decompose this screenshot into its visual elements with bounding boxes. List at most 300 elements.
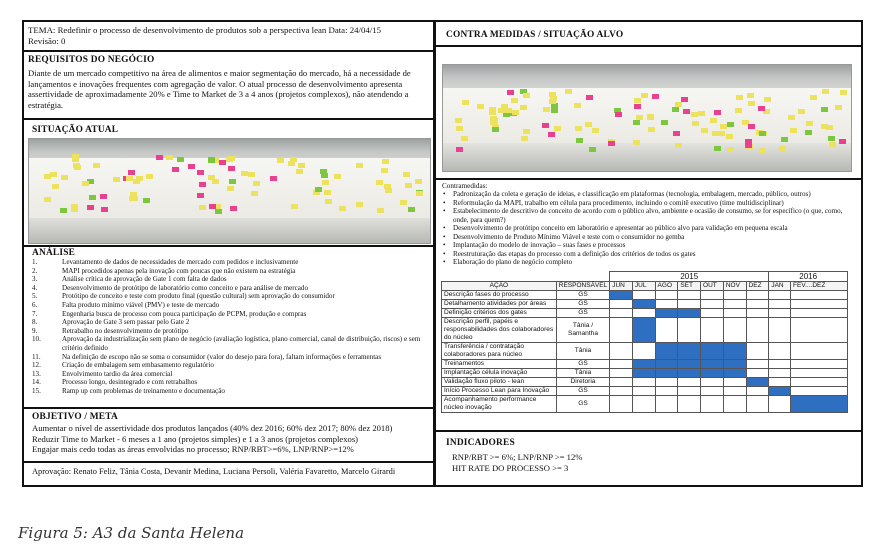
- sticky-note: [586, 95, 593, 100]
- objetivo-line: Engajar mais cedo todas as áreas envolvidas no processo; RNP/RBT>=6%, LNP/RNP>=12%: [32, 444, 354, 455]
- sticky-note: [821, 107, 828, 112]
- analise-item: [32, 361, 430, 370]
- sticky-note: [828, 136, 835, 141]
- analise-item-number: 6.: [32, 300, 38, 309]
- figure-caption: Figura 5: A3 da Santa Helena: [18, 524, 245, 542]
- sticky-note: [376, 180, 383, 185]
- sticky-note: [835, 105, 842, 110]
- sticky-note: [356, 163, 363, 168]
- gantt-empty-cell: [655, 291, 678, 300]
- sticky-note: [241, 171, 248, 176]
- gantt-acao: Descrição fases do processo: [442, 291, 557, 300]
- analise-item: [32, 387, 430, 396]
- gantt-empty-cell: [746, 318, 769, 343]
- analise-item-text: Aprovação da industrialização sem plano de negócio (avaliação logística, plano comercial, canal de distribuição, riscos) e sem critério definido: [62, 335, 421, 352]
- analise-item-number: 3.: [32, 275, 38, 284]
- gantt-row: [442, 396, 848, 413]
- situacao-alvo-photo: [442, 64, 852, 172]
- gantt-acao: Definição critérios dos gates: [442, 309, 557, 318]
- sticky-note: [648, 127, 655, 132]
- sticky-note: [253, 181, 260, 186]
- sticky-note: [698, 111, 705, 116]
- gantt-responsavel: GS: [556, 387, 609, 396]
- gantt-empty-cell: [746, 360, 769, 369]
- sticky-note: [128, 170, 135, 175]
- sticky-note: [592, 128, 599, 133]
- sticky-note: [60, 208, 67, 213]
- gantt-acao: Implantação célula inovação: [442, 369, 557, 378]
- sticky-note: [548, 132, 555, 137]
- sticky-note: [219, 160, 226, 165]
- gantt-responsavel: Diretoria: [556, 378, 609, 387]
- gantt-bar-cell: [701, 343, 724, 360]
- analise-item: [32, 370, 430, 379]
- gantt-body: [442, 291, 848, 413]
- analise-item-text: Criação de embalagem sem embasamento regulatório: [62, 361, 214, 370]
- sticky-note: [805, 130, 812, 135]
- gantt-empty-cell: [632, 343, 655, 360]
- gantt-empty-cell: [701, 387, 724, 396]
- gantt-bar-cell: [632, 318, 655, 343]
- gantt-bar-cell: [701, 360, 724, 369]
- sticky-note: [377, 208, 384, 213]
- sticky-note: [461, 136, 468, 141]
- sticky-note: [382, 159, 389, 164]
- sticky-note: [101, 207, 108, 212]
- sticky-note: [551, 108, 558, 113]
- gantt-empty-cell: [610, 369, 633, 378]
- analise-item: [32, 292, 430, 301]
- sticky-note: [87, 205, 94, 210]
- gantt-bar-cell: [655, 369, 678, 378]
- sticky-note: [199, 205, 206, 210]
- analise-item-text: Processo longo, desintegrado e com retrabalhos: [62, 378, 198, 387]
- contramedida-item: • Reformulação da MAPI, trabalho em célula para procedimento, incluindo o comitê executivo (time multidisciplinar): [442, 199, 858, 208]
- sticky-note: [416, 191, 423, 196]
- sticky-note: [462, 100, 469, 105]
- sticky-note: [735, 108, 742, 113]
- sticky-note: [505, 108, 512, 113]
- gantt-row: [442, 360, 848, 369]
- gantt-empty-cell: [791, 369, 848, 378]
- gantt-bar-cell: [632, 300, 655, 309]
- sticky-note: [726, 134, 733, 139]
- sticky-note: [523, 93, 530, 98]
- sticky-note: [636, 115, 643, 120]
- gantt-acao: Início Processo Lean para Inovação: [442, 387, 557, 396]
- gantt-empty-cell: [678, 291, 701, 300]
- month-jun: JUN: [610, 282, 633, 291]
- gantt-responsavel: GS: [556, 396, 609, 413]
- sticky-note: [727, 122, 734, 127]
- sticky-note: [647, 115, 654, 120]
- gantt-empty-cell: [655, 378, 678, 387]
- sticky-note: [455, 118, 462, 123]
- sticky-note: [691, 112, 698, 117]
- gantt-row: [442, 387, 848, 396]
- sticky-note: [633, 120, 640, 125]
- sticky-note: [324, 190, 331, 195]
- gantt-empty-cell: [701, 291, 724, 300]
- analise-item: [32, 378, 430, 387]
- sticky-note: [759, 131, 766, 136]
- gantt-empty-cell: [723, 300, 746, 309]
- gantt-empty-cell: [723, 291, 746, 300]
- analise-item-text: Falta produto mínimo viável (PMV) e teste de mercado: [62, 300, 220, 309]
- gantt-empty-cell: [678, 318, 701, 343]
- month-set: SET: [678, 282, 701, 291]
- sticky-note: [477, 104, 484, 109]
- analise-item-number: 8.: [32, 318, 38, 327]
- gantt-empty-cell: [632, 291, 655, 300]
- gantt-empty-cell: [791, 387, 848, 396]
- gantt-empty-cell: [746, 343, 769, 360]
- sticky-note: [491, 118, 498, 123]
- sticky-note: [745, 143, 752, 148]
- sticky-note: [52, 184, 59, 189]
- gantt-bar-cell: [632, 360, 655, 369]
- sticky-note: [565, 89, 572, 94]
- sticky-note: [683, 109, 690, 114]
- gantt-empty-cell: [723, 378, 746, 387]
- gantt-empty-cell: [610, 318, 633, 343]
- gantt-acao: Treinamentos: [442, 360, 557, 369]
- gantt-empty-cell: [791, 360, 848, 369]
- analise-item-number: 7.: [32, 309, 38, 318]
- month-ago: AGO: [655, 282, 678, 291]
- sticky-note: [520, 105, 527, 110]
- gantt-empty-cell: [610, 396, 633, 413]
- gantt-bar-cell: [632, 369, 655, 378]
- gantt-empty-cell: [723, 318, 746, 343]
- sticky-note: [710, 118, 717, 123]
- gantt-empty-cell: [746, 369, 769, 378]
- sticky-note: [634, 98, 641, 103]
- gantt-bar-cell: [701, 369, 724, 378]
- gantt-empty-cell: [746, 309, 769, 318]
- sticky-note: [542, 123, 549, 128]
- sticky-note: [322, 180, 329, 185]
- contramedida-item: • Desenvolvimento de protótipo conceito em laboratório e apresentar ao público alvo para validação em pequena escala: [442, 224, 858, 233]
- indicador-line: HIT RATE DO PROCESSO >= 3: [452, 463, 569, 473]
- sticky-note: [633, 140, 640, 145]
- situacao-atual-title: SITUAÇÃO ATUAL: [32, 125, 119, 135]
- sticky-note: [156, 155, 163, 160]
- analise-item-text: Engenharia busca de processo com pouca participação de PCPM, produção e compras: [62, 309, 307, 318]
- col-responsavel: RESPONSÁVEL: [556, 282, 609, 291]
- analise-list: [32, 258, 430, 396]
- sticky-note: [197, 170, 204, 175]
- gantt-empty-cell: [701, 300, 724, 309]
- sticky-note: [405, 183, 412, 188]
- analise-item-number: 5.: [32, 292, 38, 301]
- analise-item-number: 13.: [32, 369, 41, 378]
- sticky-note: [408, 207, 415, 212]
- sticky-note: [748, 101, 755, 106]
- sticky-note: [288, 161, 295, 166]
- analise-item: [32, 327, 430, 336]
- aprovacao-line: Aprovação: Renato Feliz, Tânia Costa, Devanir Medina, Luciana Persoli, Valéria Favaretto, Marcelo Girardi: [32, 467, 396, 476]
- sticky-note: [585, 122, 592, 127]
- gantt-empty-cell: [746, 387, 769, 396]
- sticky-note: [74, 165, 81, 170]
- analise-title: ANÁLISE: [32, 248, 76, 258]
- sticky-note: [71, 207, 78, 212]
- month-jul: JUL: [632, 282, 655, 291]
- gantt-header-row: [442, 282, 848, 291]
- requisitos-title: REQUISITOS DO NEGÓCIO: [28, 55, 155, 65]
- sticky-note: [82, 181, 89, 186]
- analise-item-text: MAPI procedidos apenas pela inovação com poucas que não existem na estratégia: [62, 266, 296, 275]
- contramedida-item: • Elaboração do plano de negócio completo: [442, 258, 858, 267]
- month-jan: JAN: [769, 282, 791, 291]
- sticky-note: [829, 142, 836, 147]
- sticky-note: [718, 131, 725, 136]
- gantt-empty-cell: [632, 378, 655, 387]
- analise-item-text: Ramp up com problemas de treinamento e documentação: [62, 386, 225, 395]
- sticky-note: [748, 124, 755, 129]
- analise-item-number: 2.: [32, 266, 38, 275]
- sticky-note: [61, 175, 68, 180]
- gantt-empty-cell: [746, 396, 769, 413]
- rule: [24, 461, 433, 463]
- sticky-note: [215, 209, 222, 214]
- sticky-note: [381, 168, 388, 173]
- gantt-acao: Acompanhamento performance núcleo inovação: [442, 396, 557, 413]
- gantt-acao: Detalhamento atividades por áreas: [442, 300, 557, 309]
- sticky-note: [226, 157, 233, 162]
- gantt-acao: Transferência / contratação colaboradores para núcleo: [442, 343, 557, 360]
- sticky-note: [712, 131, 719, 136]
- indicadores-title: INDICADORES: [446, 438, 515, 448]
- gantt-empty-cell: [678, 378, 701, 387]
- sticky-note: [575, 126, 582, 131]
- sticky-note: [661, 120, 668, 125]
- sticky-note: [615, 112, 622, 117]
- sticky-note: [608, 141, 615, 146]
- gantt-empty-cell: [610, 387, 633, 396]
- sticky-note: [641, 93, 648, 98]
- sticky-note: [136, 176, 143, 181]
- sticky-note: [634, 104, 641, 109]
- sticky-note: [50, 172, 57, 177]
- gantt-row: [442, 378, 848, 387]
- sticky-note: [692, 121, 699, 126]
- gantt-responsavel: GS: [556, 291, 609, 300]
- sticky-note: [456, 126, 463, 131]
- gantt-responsavel: GS: [556, 309, 609, 318]
- analise-item-text: Análise crítica de aprovação de Gate 1 com falta de dados: [62, 275, 227, 284]
- gantt-empty-cell: [769, 291, 791, 300]
- gantt-year-row: [442, 272, 848, 282]
- gantt-empty-cell: [610, 309, 633, 318]
- sticky-note: [208, 157, 215, 162]
- gantt-empty-cell: [791, 343, 848, 360]
- sticky-note: [228, 166, 235, 171]
- month-dez: DEZ: [746, 282, 769, 291]
- contramedida-item: • Desenvolvimento de Produto Mínimo Viável e teste com o consumidor no gemba: [442, 233, 858, 242]
- gantt-bar-cell: [678, 309, 701, 318]
- gantt-empty-cell: [769, 396, 791, 413]
- sticky-note: [798, 109, 805, 114]
- sticky-note: [790, 128, 797, 133]
- gantt-empty-cell: [610, 378, 633, 387]
- sticky-note: [146, 174, 153, 179]
- sticky-note: [291, 204, 298, 209]
- analise-item: [32, 275, 430, 284]
- gantt-bar-cell: [769, 387, 791, 396]
- analise-item-text: Envolvimento tardio da área comercial: [62, 369, 173, 378]
- gantt-bar-cell: [655, 360, 678, 369]
- gantt-responsavel: Tânia: [556, 343, 609, 360]
- sticky-note: [315, 187, 322, 192]
- sticky-note: [554, 126, 561, 131]
- analise-item: [32, 318, 430, 327]
- analise-item-number: 14.: [32, 378, 41, 387]
- analise-item-number: 4.: [32, 283, 38, 292]
- sticky-note: [403, 172, 410, 177]
- sticky-note: [589, 147, 596, 152]
- gantt-empty-cell: [769, 378, 791, 387]
- gantt-empty-cell: [701, 309, 724, 318]
- sticky-note: [673, 131, 680, 136]
- sticky-note: [521, 136, 528, 141]
- gantt-bar-cell: [678, 343, 701, 360]
- analise-item-number: 12.: [32, 361, 41, 370]
- sticky-note: [701, 128, 708, 133]
- sticky-note: [781, 137, 788, 142]
- sticky-note: [325, 199, 332, 204]
- sticky-note: [523, 129, 530, 134]
- contramedidas-list: [442, 190, 858, 267]
- gantt-empty-cell: [791, 300, 848, 309]
- sticky-note: [143, 198, 150, 203]
- analise-item: [32, 335, 430, 352]
- sticky-note: [747, 93, 754, 98]
- rule: [24, 118, 433, 120]
- sticky-note: [415, 179, 422, 184]
- gantt-empty-cell: [655, 387, 678, 396]
- contramedida-item: • Reestruturação das etapas do processo com a definição dos critérios de todos os gates: [442, 250, 858, 259]
- sticky-note: [821, 124, 828, 129]
- gantt-empty-cell: [746, 300, 769, 309]
- sticky-note: [840, 90, 847, 95]
- sticky-note: [129, 196, 136, 201]
- gantt-empty-cell: [723, 387, 746, 396]
- gantt-empty-cell: [701, 396, 724, 413]
- right-column: [436, 22, 861, 485]
- month-fev-dez: FEV....DEZ: [791, 282, 848, 291]
- analise-item-text: Aprovação de Gate 3 sem passar pelo Gate 2: [62, 318, 190, 327]
- objetivo-lines: [32, 423, 432, 455]
- gantt-row: [442, 318, 848, 343]
- rule: [436, 178, 861, 180]
- sticky-note: [672, 107, 679, 112]
- gantt-bar-cell: [678, 369, 701, 378]
- situacao-atual-photo: [28, 138, 431, 244]
- gantt-bar-cell: [723, 360, 746, 369]
- gantt-table: [441, 271, 848, 413]
- gantt-bar-cell: [791, 396, 848, 413]
- sticky-note: [72, 157, 79, 162]
- gantt-bar-cell: [655, 343, 678, 360]
- gantt-row: [442, 291, 848, 300]
- analise-item-text: Retrabalho no desenvolvimento de protótipo: [62, 326, 189, 335]
- contramedida-item: • Padronização da coleta e geração de ideias, e classificação em plataformas (tecnologia, embalagem, mercado, público, outros): [442, 190, 858, 199]
- sticky-note: [177, 157, 184, 162]
- analise-item-number: 15.: [32, 386, 41, 395]
- gantt-bar-cell: [723, 343, 746, 360]
- gantt-responsavel: GS: [556, 360, 609, 369]
- sticky-note: [652, 94, 659, 99]
- requisitos-text: Diante de um mercado competitivo na área de alimentos e maior segmentação do mercado, há a necessidade de lançamentos e inovações frequentes com agregação de valor. O atual processo de desenvolvimento apresenta assertividade de aproximadamente 20% e Time to Market de 3 a 4 anos (projetos complexos), não atendendo a estratégia.: [28, 68, 411, 110]
- sticky-note: [385, 188, 392, 193]
- gantt-empty-cell: [723, 309, 746, 318]
- gantt-row: [442, 300, 848, 309]
- gantt-bar-cell: [655, 309, 678, 318]
- gantt-empty-cell: [769, 343, 791, 360]
- gantt-empty-cell: [655, 396, 678, 413]
- sticky-note: [199, 182, 206, 187]
- sticky-note: [759, 148, 766, 153]
- gantt-row: [442, 309, 848, 318]
- analise-item: [32, 353, 430, 362]
- sticky-note: [197, 193, 204, 198]
- gantt-empty-cell: [746, 291, 769, 300]
- gantt-empty-cell: [769, 309, 791, 318]
- sticky-note: [549, 99, 556, 104]
- sticky-note: [356, 202, 363, 207]
- tema-line: TEMA: Redefinir o processo de desenvolvimento de produtos sob a perspectiva lean Data: 24/04/15: [28, 25, 382, 35]
- gantt-responsavel: Tânia: [556, 369, 609, 378]
- objetivo-title: OBJETIVO / META: [32, 412, 118, 422]
- sticky-note: [727, 147, 734, 152]
- gantt-empty-cell: [632, 309, 655, 318]
- month-nov: NOV: [723, 282, 746, 291]
- sticky-note: [230, 206, 237, 211]
- gantt-empty-cell: [655, 318, 678, 343]
- year-2015: 2015: [610, 272, 769, 282]
- sticky-note: [100, 194, 107, 199]
- sticky-note: [400, 200, 407, 205]
- gantt-empty-cell: [791, 309, 848, 318]
- gantt-empty-cell: [769, 369, 791, 378]
- sticky-note: [576, 138, 583, 143]
- sticky-note: [208, 175, 215, 180]
- sticky-note: [758, 106, 765, 111]
- sticky-note: [764, 97, 771, 102]
- sticky-note: [44, 174, 51, 179]
- gantt-empty-cell: [769, 360, 791, 369]
- col-acao: AÇÃO: [442, 282, 557, 291]
- sticky-note: [492, 127, 499, 132]
- gantt-row: [442, 369, 848, 378]
- analise-item-text: Na definição de escopo não se soma o consumidor (valor do desejo para fora), faltam informações e ferramentas: [62, 352, 382, 361]
- gantt-empty-cell: [791, 291, 848, 300]
- analise-item-number: 10.: [32, 335, 41, 344]
- sticky-note: [489, 110, 496, 115]
- sticky-note: [89, 195, 96, 200]
- gantt-empty-cell: [791, 318, 848, 343]
- gantt-acao: Validação fluxo piloto - lean: [442, 378, 557, 387]
- gantt-empty-cell: [632, 387, 655, 396]
- sticky-note: [675, 143, 682, 148]
- sticky-note: [822, 89, 829, 94]
- sticky-note: [298, 163, 305, 168]
- gantt-bar-cell: [746, 378, 769, 387]
- contramedidas-title: Contramedidas:: [442, 182, 488, 190]
- gantt-empty-cell: [632, 396, 655, 413]
